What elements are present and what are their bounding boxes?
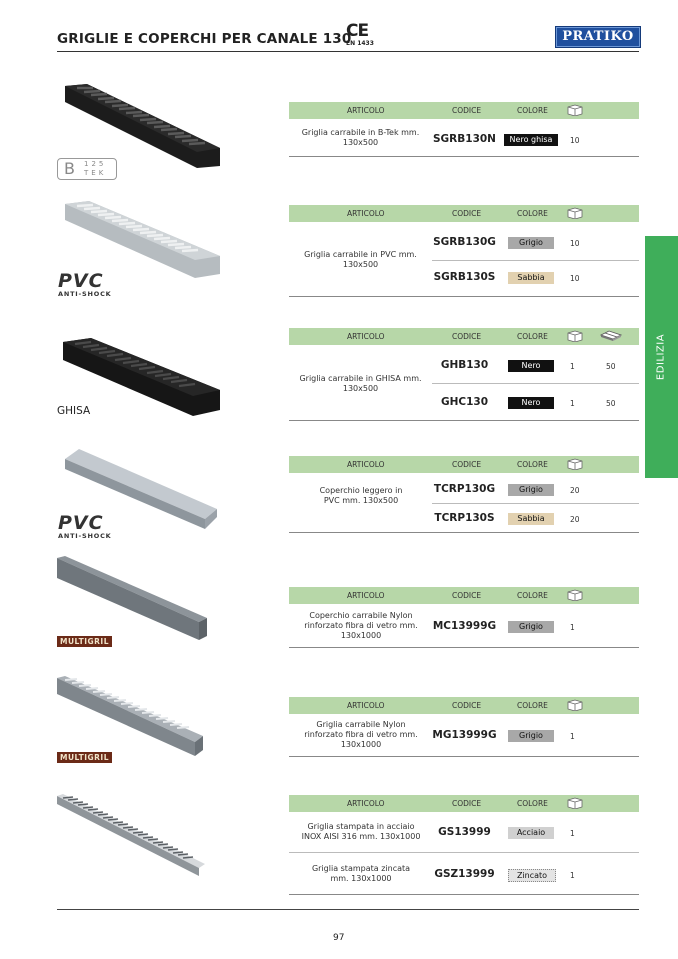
ce-mark-letters: CE	[346, 21, 369, 41]
box-icon	[567, 207, 583, 219]
product-code: GHB130	[440, 359, 489, 371]
package-qty: 20	[570, 486, 580, 495]
article-description: Griglia carrabile Nylon rinforzato fibra di vetro mm. 130x1000	[304, 720, 418, 749]
color-chip: Nero	[508, 397, 554, 409]
box-icon	[567, 458, 583, 470]
column-codice: CODICE	[452, 332, 482, 341]
article-description: Coperchio carrabile Nylon rinforzato fibra di vetro mm. 130x1000	[304, 611, 418, 640]
page-title: GRIGLIE E COPERCHI PER CANALE 130	[57, 31, 352, 47]
table-header	[289, 587, 639, 604]
color-chip: Sabbia	[508, 272, 554, 284]
package-qty: 10	[570, 239, 580, 248]
column-articolo: ARTICOLO	[347, 332, 385, 341]
ce-standard: EN 1433	[346, 40, 374, 47]
column-codice: CODICE	[452, 591, 482, 600]
brand-logo: PRATIKO	[555, 26, 641, 48]
column-colore: COLORE	[517, 701, 548, 710]
package-qty: 1	[570, 362, 575, 371]
table-header	[289, 456, 639, 473]
box-icon	[567, 330, 583, 342]
product-image-steel-grate	[57, 792, 222, 884]
table-header	[289, 328, 639, 345]
footer-divider	[57, 909, 639, 910]
column-colore: COLORE	[517, 799, 548, 808]
product-image-multigril-cover	[57, 556, 222, 648]
row-divider	[289, 296, 639, 297]
article-description: Coperchio leggero in PVC mm. 130x500	[319, 486, 403, 505]
box-icon	[567, 104, 583, 116]
row-divider	[289, 532, 639, 533]
color-chip: Sabbia	[508, 513, 554, 525]
column-colore: COLORE	[517, 106, 548, 115]
product-code: GS13999	[438, 826, 491, 838]
row-divider	[289, 894, 639, 895]
anti-shock-text: ANTI-SHOCK	[58, 532, 112, 540]
article-description: Griglia carrabile in GHISA mm. 130x500	[299, 374, 422, 393]
column-colore: COLORE	[517, 332, 548, 341]
column-codice: CODICE	[452, 701, 482, 710]
pallet-qty: 50	[606, 362, 616, 371]
color-chip: Nero	[508, 360, 554, 372]
box-icon	[567, 589, 583, 601]
box-icon	[567, 699, 583, 711]
pvc-anti-shock-badge	[58, 272, 111, 298]
product-image-multigril-grate	[57, 676, 222, 764]
package-qty: 20	[570, 515, 580, 524]
row-divider	[432, 383, 639, 384]
header-divider	[57, 51, 639, 52]
pallet-qty: 50	[606, 399, 616, 408]
article-description: Griglia stampata in acciaio INOX AISI 316 mm. 130x1000	[301, 822, 421, 841]
product-code: GSZ13999	[434, 868, 495, 880]
pvc-badge-text: PVC	[58, 512, 104, 534]
color-chip: Grigio	[508, 730, 554, 742]
product-code: TCRP130G	[433, 483, 496, 495]
pvc-badge-text: PVC	[58, 270, 104, 292]
article-description: Griglia carrabile in B-Tek mm. 130x500	[301, 128, 420, 147]
row-divider	[289, 756, 639, 757]
column-colore: COLORE	[517, 591, 548, 600]
table-header	[289, 697, 639, 714]
package-qty: 10	[570, 136, 580, 145]
row-divider	[432, 260, 639, 261]
column-codice: CODICE	[452, 106, 482, 115]
section-tab-edilizia[interactable]	[645, 236, 678, 478]
row-divider	[289, 647, 639, 648]
column-codice: CODICE	[452, 209, 482, 218]
product-code: TCRP130S	[434, 512, 495, 524]
column-colore: COLORE	[517, 460, 548, 469]
column-articolo: ARTICOLO	[347, 701, 385, 710]
color-chip: Grigio	[508, 237, 554, 249]
product-code: SGRB130G	[433, 236, 496, 248]
column-codice: CODICE	[452, 799, 482, 808]
column-codice: CODICE	[452, 460, 482, 469]
multigril-logo: MULTIGRIL	[57, 752, 112, 763]
package-qty: 1	[570, 732, 575, 741]
column-colore: COLORE	[517, 209, 548, 218]
article-description: Griglia carrabile in PVC mm. 130x500	[304, 250, 417, 269]
product-code: SGRB130N	[433, 133, 496, 145]
anti-shock-text: ANTI-SHOCK	[58, 290, 112, 298]
column-articolo: ARTICOLO	[347, 106, 385, 115]
section-tab-label: EDILIZIA	[655, 333, 667, 381]
pvc-anti-shock-badge-cover	[58, 514, 111, 540]
color-chip: Grigio	[508, 484, 554, 496]
package-qty: 10	[570, 274, 580, 283]
color-chip: Acciaio	[508, 827, 554, 839]
color-chip: Grigio	[508, 621, 554, 633]
package-qty: 1	[570, 623, 575, 632]
btek-badge-letter: B	[64, 159, 75, 178]
article-description: Griglia stampata zincata mm. 130x1000	[311, 864, 411, 883]
package-qty: 1	[570, 399, 575, 408]
multigril-logo: MULTIGRIL	[57, 636, 112, 647]
color-chip: Zincato	[508, 869, 556, 882]
product-code: MG13999G	[432, 729, 497, 741]
btek-badge-class: 125	[84, 160, 107, 168]
product-image-pvc-grate	[57, 198, 222, 280]
row-divider	[432, 503, 639, 504]
table-header	[289, 795, 639, 812]
row-divider	[289, 156, 639, 157]
product-image-btek-grate	[57, 80, 222, 170]
column-articolo: ARTICOLO	[347, 591, 385, 600]
package-qty: 1	[570, 829, 575, 838]
row-divider	[289, 420, 639, 421]
product-code: MC13999G	[432, 620, 497, 632]
column-articolo: ARTICOLO	[347, 799, 385, 808]
ghisa-label: GHISA	[57, 405, 91, 417]
page-number: 97	[333, 933, 345, 943]
column-articolo: ARTICOLO	[347, 460, 385, 469]
btek-125-badge	[57, 158, 117, 180]
row-divider	[289, 852, 639, 853]
table-header	[289, 102, 639, 119]
pallet-icon	[600, 330, 622, 342]
column-articolo: ARTICOLO	[347, 209, 385, 218]
table-header	[289, 205, 639, 222]
ce-mark	[346, 23, 374, 47]
package-qty: 1	[570, 871, 575, 880]
btek-badge-tek: TEK	[84, 169, 107, 177]
box-icon	[567, 797, 583, 809]
color-chip: Nero ghisa	[504, 134, 558, 146]
product-code: SGRB130S	[433, 271, 496, 283]
product-code: GHC130	[440, 396, 489, 408]
